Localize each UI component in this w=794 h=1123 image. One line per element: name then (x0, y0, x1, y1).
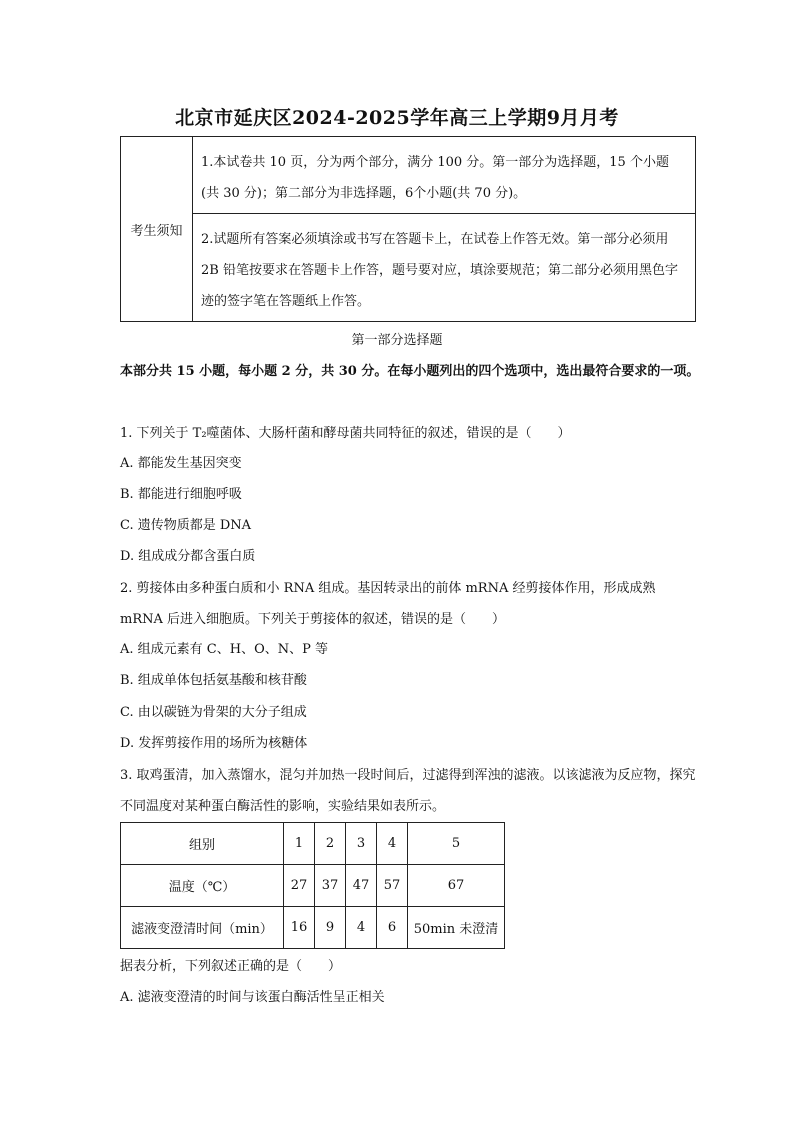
table-row (121, 907, 505, 949)
table-cell: 3 (346, 823, 377, 865)
table-cell: 滤液变澄清时间（min） (121, 907, 284, 949)
notice-box (120, 136, 696, 322)
question-3-stem: 3. 取鸡蛋清，加入蒸馏水，混匀并加热一段时间后，过滤得到浑浊的滤液。以该滤液为反应物，探究不同温度对某种蛋白酶活性的影响，实验结果如表所示。 (120, 768, 696, 814)
table-cell: 9 (315, 907, 346, 949)
question-1-option-b: B. 都能进行细胞呼吸 (120, 487, 242, 502)
table-cell: 67 (408, 865, 505, 907)
table-cell: 16 (284, 907, 315, 949)
exam-title: 北京市延庆区2024-2025学年高三上学期9月月考 (175, 107, 619, 129)
table-cell: 50min 未澄清 (408, 907, 505, 949)
table-cell: 27 (284, 865, 315, 907)
table-cell: 2 (315, 823, 346, 865)
table-cell: 组别 (121, 823, 284, 865)
table-row (121, 865, 505, 907)
question-1-stem: 1. 下列关于 T₂噬菌体、大肠杆菌和酵母菌共同特征的叙述，错误的是（ ） (120, 426, 571, 441)
question-1-option-d: D. 组成成分都含蛋白质 (120, 549, 256, 564)
table-cell: 37 (315, 865, 346, 907)
table-cell: 4 (377, 823, 408, 865)
question-2-option-a: A. 组成元素有 C、H、O、N、P 等 (120, 642, 328, 657)
table-cell: 4 (346, 907, 377, 949)
question-1-option-c: C. 遗传物质都是 DNA (120, 518, 252, 533)
notice-item-2: 2.试题所有答案必须填涂或书写在答题卡上，在试卷上作答无效。第一部分必须用 2B 铅笔按要求在答题卡上作答，题号要对应，填涂要规范；第二部分必须用黑色字迹的签字笔在答题纸上作答。 (193, 213, 695, 323)
question-2-option-c: C. 由以碳链为骨架的大分子组成 (120, 705, 307, 720)
question-2-option-d: D. 发挥剪接作用的场所为核糖体 (120, 736, 308, 751)
question-3-prompt: 据表分析，下列叙述正确的是（ ） (120, 959, 342, 974)
notice-label: 考生须知 (121, 137, 193, 321)
table-row (121, 823, 505, 865)
section-title: 第一部分选择题 (351, 333, 443, 348)
question-2-option-b: B. 组成单体包括氨基酸和核苷酸 (120, 673, 307, 688)
table-cell: 5 (408, 823, 505, 865)
question-1-option-a: A. 都能发生基因突变 (120, 456, 242, 471)
question-3-option-a: A. 滤液变澄清的时间与该蛋白酶活性呈正相关 (120, 990, 385, 1005)
table-cell: 57 (377, 865, 408, 907)
table-cell: 47 (346, 865, 377, 907)
question-3-table (120, 822, 505, 949)
table-cell: 1 (284, 823, 315, 865)
table-cell: 温度（℃） (121, 865, 284, 907)
table-cell: 6 (377, 907, 408, 949)
notice-item-1: 1.本试卷共 10 页，分为两个部分，满分 100 分。第一部分为选择题，15 个小题 (共 30 分)；第二部分为非选择题，6个小题(共 70 分)。 (201, 155, 669, 201)
section-intro: 本部分共 15 小题，每小题 2 分，共 30 分。在每小题列出的四个选项中，选出最符合要求的一项。 (120, 364, 700, 379)
question-2-stem: 2. 剪接体由多种蛋白质和小 RNA 组成。基因转录出的前体 mRNA 经剪接体作用，形成成熟 mRNA 后进入细胞质。下列关于剪接体的叙述，错误的是（ ） (120, 581, 656, 627)
